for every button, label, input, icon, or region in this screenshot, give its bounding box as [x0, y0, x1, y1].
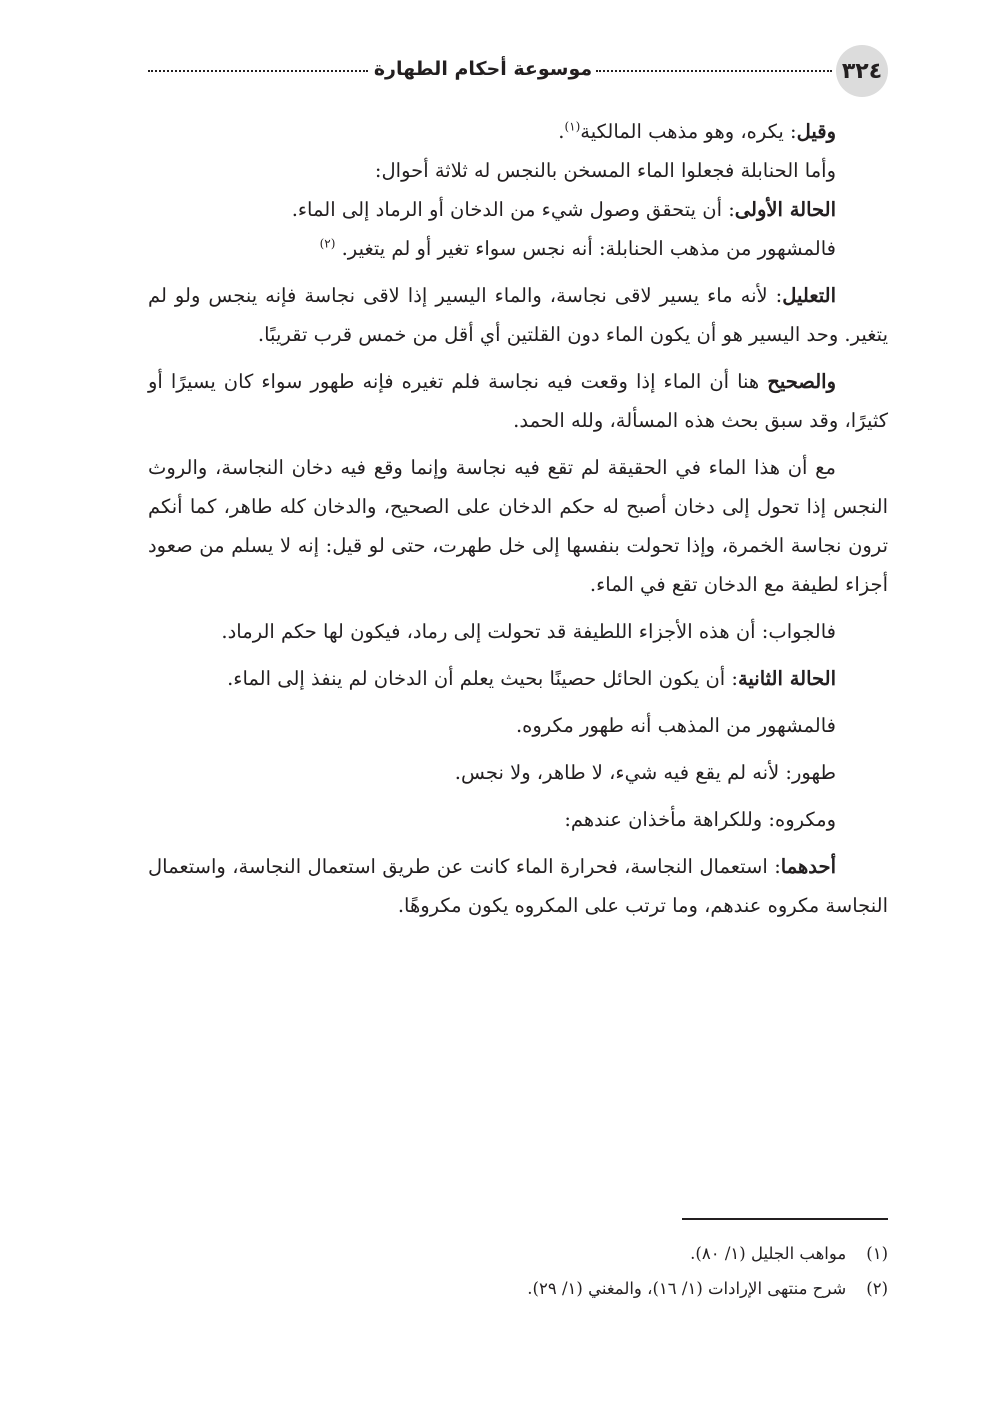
page-number: ٣٢٤ [836, 45, 888, 97]
paragraph-text: : استعمال النجاسة، فحرارة الماء كانت عن طريق استعمال النجاسة، واستعمال النجاسة مكروه عندهم، وما ترتب على المكروه يكون مكروهًا. [148, 855, 888, 917]
paragraph-text: : أن يتحقق وصول شيء من الدخان أو الرماد إلى الماء. [291, 198, 735, 221]
paragraph [148, 448, 888, 604]
footnote-separator [682, 1218, 888, 1220]
paragraph-lead: الحالة الثانية [737, 667, 836, 690]
paragraph [148, 151, 888, 190]
footnote-ref: (١) [564, 119, 581, 134]
paragraph-lead: والصحيح [767, 370, 836, 393]
paragraph-lead: أحدهما [780, 855, 836, 878]
footnote-number: (١) [866, 1244, 888, 1263]
paragraph-lead: التعليل [782, 284, 836, 307]
paragraph-text: : لأنه ماء يسير لاقى نجاسة، والماء اليسير إذا لاقى نجاسة فإنه ينجس ولو لم يتغير. وحد اليسير هو أن يكون الماء دون القلتين أي أقل من خمس قرب تقريبًا. [148, 284, 888, 346]
running-header-title: موسوعة أحكام الطهارة [373, 58, 593, 80]
paragraph-text: فالمشهور من مذهب الحنابلة: أنه نجس سواء تغير أو لم يتغير. [341, 237, 836, 260]
footnote [148, 1271, 888, 1306]
footnote-text: مواهب الجليل (١/ ٨٠). [690, 1244, 847, 1263]
paragraph-text: : أن يكون الحائل حصينًا بحيث يعلم أن الدخان لم ينفذ إلى الماء. [227, 667, 738, 690]
paragraph [148, 229, 888, 268]
paragraph [148, 612, 888, 651]
paragraph [148, 112, 888, 151]
paragraph-tail: . [558, 120, 565, 143]
footnote-ref: (٢) [319, 236, 336, 251]
paragraph-text: طهور: لأنه لم يقع فيه شيء، لا طاهر، ولا نجس. [454, 761, 836, 784]
paragraph-text: فالمشهور من المذهب أنه طهور مكروه. [515, 714, 836, 737]
paragraph [148, 362, 888, 440]
paragraph-text: ومكروه: وللكراهة مأخذان عندهم: [564, 808, 836, 831]
paragraph [148, 190, 888, 229]
paragraph [148, 706, 888, 745]
paragraph-lead: وقيل [796, 120, 836, 143]
paragraph-text: وأما الحنابلة فجعلوا الماء المسخن بالنجس له ثلاثة أحوال: [374, 159, 836, 182]
footnote-number: (٢) [866, 1279, 888, 1298]
paragraph [148, 276, 888, 354]
paragraph-text: هنا أن الماء إذا وقعت فيه نجاسة فلم تغيره فإنه طهور سواء كان يسيرًا أو كثيرًا، وقد سبق بحث هذه المسألة، ولله الحمد. [148, 370, 888, 432]
paragraph-lead: الحالة الأولى [734, 198, 836, 221]
paragraph-text: : يكره، وهو مذهب المالكية [580, 120, 797, 143]
header-dotted-rule-right [596, 70, 832, 72]
paragraph-text: فالجواب: أن هذه الأجزاء اللطيفة قد تحولت إلى رماد، فيكون لها حكم الرماد. [221, 620, 836, 643]
footnotes [148, 1236, 888, 1306]
paragraph [148, 753, 888, 792]
paragraph-text: مع أن هذا الماء في الحقيقة لم تقع فيه نجاسة وإنما وقع فيه دخان النجاسة، والروث النجس إذا تحول إلى دخان أصبح له حكم الدخان على الصحيح، والدخان كله طاهر، كما أنكم ترون نجاسة الخمرة، وإذا تحولت بنفسها إلى خل طهرت، حتى لو قيل: إنه لا يسلم من صعود أجزاء لطيفة مع الدخان تقع في الماء. [148, 456, 888, 596]
header-dotted-rule-left [148, 70, 368, 72]
paragraph [148, 800, 888, 839]
footnote [148, 1236, 888, 1271]
main-text [148, 112, 888, 925]
paragraph [148, 659, 888, 698]
paragraph [148, 847, 888, 925]
footnote-text: شرح منتهى الإرادات (١/ ١٦)، والمغني (١/ ٢٩). [527, 1279, 847, 1298]
